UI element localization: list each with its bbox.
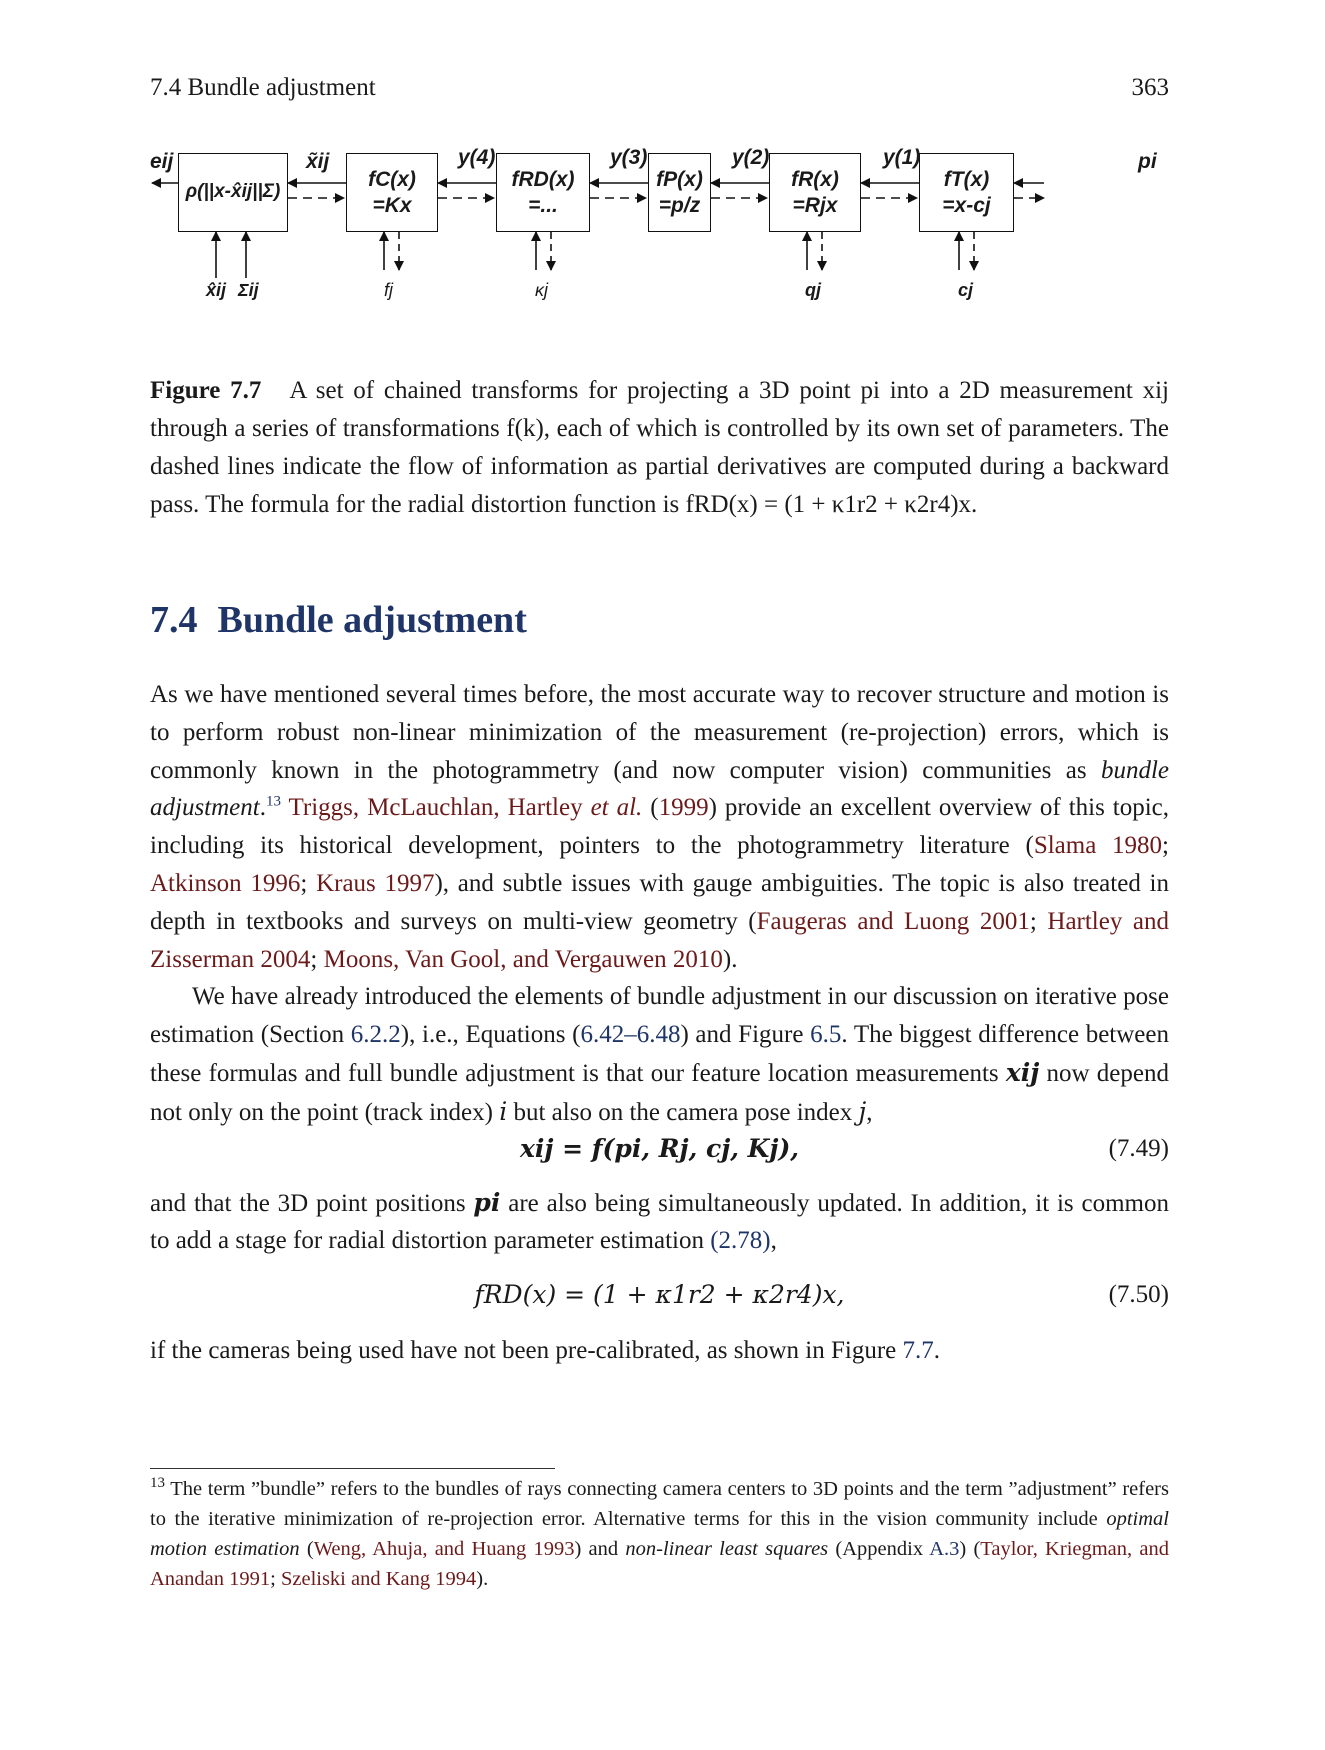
equation-7-50-body: fRD(x) = (1 + κ1r2 + κ2r4)x, <box>474 1280 845 1310</box>
param-kappa: κj <box>535 280 548 300</box>
paragraph-4: if the cameras being used have not been pre-calibrated, as shown in Figure 7.7. <box>150 1337 941 1365</box>
box-projection: fP(x) =p/z <box>648 153 711 232</box>
section-number: 7.4 <box>150 599 198 641</box>
citation-triggs-year[interactable]: 1999 <box>658 794 709 822</box>
paragraph-2: We have already introduced the elements of bundle adjustment in our discussion on iterative pose estimation (Section 6.2.2), i.e., Equations (6.42–6.48) and Figure 6.5. The biggest difference between these formulas and full bundle adjustment is that our feature location measurements xij now depend not only on the point (track index) i but also on the camera pose index j, <box>150 983 1170 1126</box>
ref-figure-6-5[interactable]: 6.5 <box>810 1021 842 1049</box>
citation-kraus[interactable]: Kraus 1997 <box>316 869 435 897</box>
footnote-number: 13 <box>150 1475 165 1492</box>
citation-atkinson[interactable]: Atkinson 1996 <box>150 869 301 897</box>
footnote-13: $^{13}$ The term ”bundle” refers to the bundles of rays connecting camera centers to 3D points and the term ”adjustment” refers to the iterative minimization of re-projection error. Alternative terms for this in the vision community include optimal motion estimation (Weng, Ahuja, and Huang 1993) and non-linear least squares (Appendix A.3) (Taylor, Kriegman, and Anandan 1991; Szeliski and Kang 1994). <box>150 1475 1169 1590</box>
citation-moons[interactable]: Moons, Van Gool, and Vergauwen 2010 <box>323 945 723 973</box>
chained-transforms-diagram <box>150 148 1169 348</box>
signal-e: eij <box>150 150 174 173</box>
footnote-mark[interactable]: 13 <box>265 794 281 811</box>
running-head-section: 7.4 Bundle adjustment <box>150 74 376 101</box>
box-rotation: fR(x) =Rjx <box>769 153 861 232</box>
citation-hartley[interactable]: Hartley and Zisserman 2004 <box>150 907 1170 973</box>
ref-eq-2-78[interactable]: (2.78) <box>710 1227 771 1255</box>
equation-7-50-number: (7.50) <box>1108 1281 1169 1309</box>
ref-section-6-2-2[interactable]: 6.2.2 <box>350 1021 401 1049</box>
citation-weng[interactable]: Weng, Ahuja, and Huang 1993 <box>313 1538 575 1560</box>
box-robust-loss: ρ(||x-x̂ij||Σ) <box>178 153 288 232</box>
ref-appendix-a3[interactable]: A.3 <box>929 1538 960 1560</box>
signal-y2: y(2) <box>732 146 770 169</box>
param-sigma: Σij <box>238 280 259 300</box>
citation-triggs[interactable]: Triggs, McLauchlan, Hartley et al. <box>288 794 643 822</box>
figure-label: Figure 7.7 <box>150 377 262 404</box>
body-text <box>150 676 1169 1370</box>
citation-slama[interactable]: Slama 1980 <box>1033 832 1163 860</box>
citation-taylor[interactable]: Taylor, Kriegman, and Anandan 1991 <box>150 1538 1169 1590</box>
equation-7-50 <box>150 1276 1169 1314</box>
signal-xtilde: x̃ij <box>306 150 330 173</box>
running-head <box>150 74 1169 102</box>
section-title: Bundle adjustment <box>217 599 527 641</box>
signal-y1: y(1) <box>883 146 921 169</box>
equation-7-49-number: (7.49) <box>1108 1134 1169 1162</box>
box-radial-distortion: fRD(x) =... <box>496 153 590 232</box>
citation-faugeras[interactable]: Faugeras and Luong 2001 <box>756 907 1030 935</box>
signal-y3: y(3) <box>610 146 648 169</box>
box-calibration: fC(x) =Kx <box>346 153 438 232</box>
ref-figure-7-7[interactable]: 7.7 <box>902 1337 934 1365</box>
signal-p: pi <box>1138 150 1157 173</box>
param-f: fj <box>384 280 393 300</box>
param-c: cj <box>958 280 974 300</box>
section-heading <box>150 598 527 642</box>
box-translation: fT(x) =x-cj <box>919 153 1014 232</box>
figure-caption <box>150 372 1169 524</box>
equation-7-49 <box>150 1130 1169 1168</box>
param-xhat: x̂ij <box>206 280 227 300</box>
ref-equations[interactable]: 6.42–6.48 <box>580 1021 681 1049</box>
footnote-rule <box>150 1468 555 1469</box>
citation-szeliski[interactable]: Szeliski and Kang 1994 <box>280 1568 477 1590</box>
signal-y4: y(4) <box>458 146 496 169</box>
paragraph-3: and that the 3D point positions pi are also being simultaneously updated. In addition, it is common to add a stage for radial distortion parameter estimation (2.78), <box>150 1187 1169 1255</box>
paragraph-1: As we have mentioned several times before, the most accurate way to recover structure and motion is to perform robust non-linear minimization of the measurement (re-projection) errors, which is commonly known in the photogrammetry (and now computer vision) communities as bundle adjustment.$^{13}$ Triggs, McLauchlan, Hartley et al. (1999) provide an excellent overview of this topic, including its historical development, pointers to the photogrammetry literature (Slama 1980; Atkinson 1996; Kraus 1997), and subtle issues with gauge ambiguities. The topic is also treated in depth in textbooks and surveys on multi-view geometry (Faugeras and Luong 2001; Hartley and Zisserman 2004; Moons, Van Gool, and Vergauwen 2010). <box>150 681 1170 973</box>
equation-7-49-body: xij = f(pi, Rj, cj, Kj), <box>520 1133 799 1163</box>
figure-caption-text: A set of chained transforms for projecting a 3D point pi into a 2D measurement xij through a series of transformations f(k), each of which is controlled by its own set of parameters. The dashed lines indicate the flow of information as partial derivatives are computed during a backward pass. The formula for the radial distortion function is fRD(x) = (1 + κ1r2 + κ2r4)x. <box>150 377 1169 518</box>
param-q: qj <box>805 280 821 300</box>
page-number: 363 <box>1131 74 1169 101</box>
